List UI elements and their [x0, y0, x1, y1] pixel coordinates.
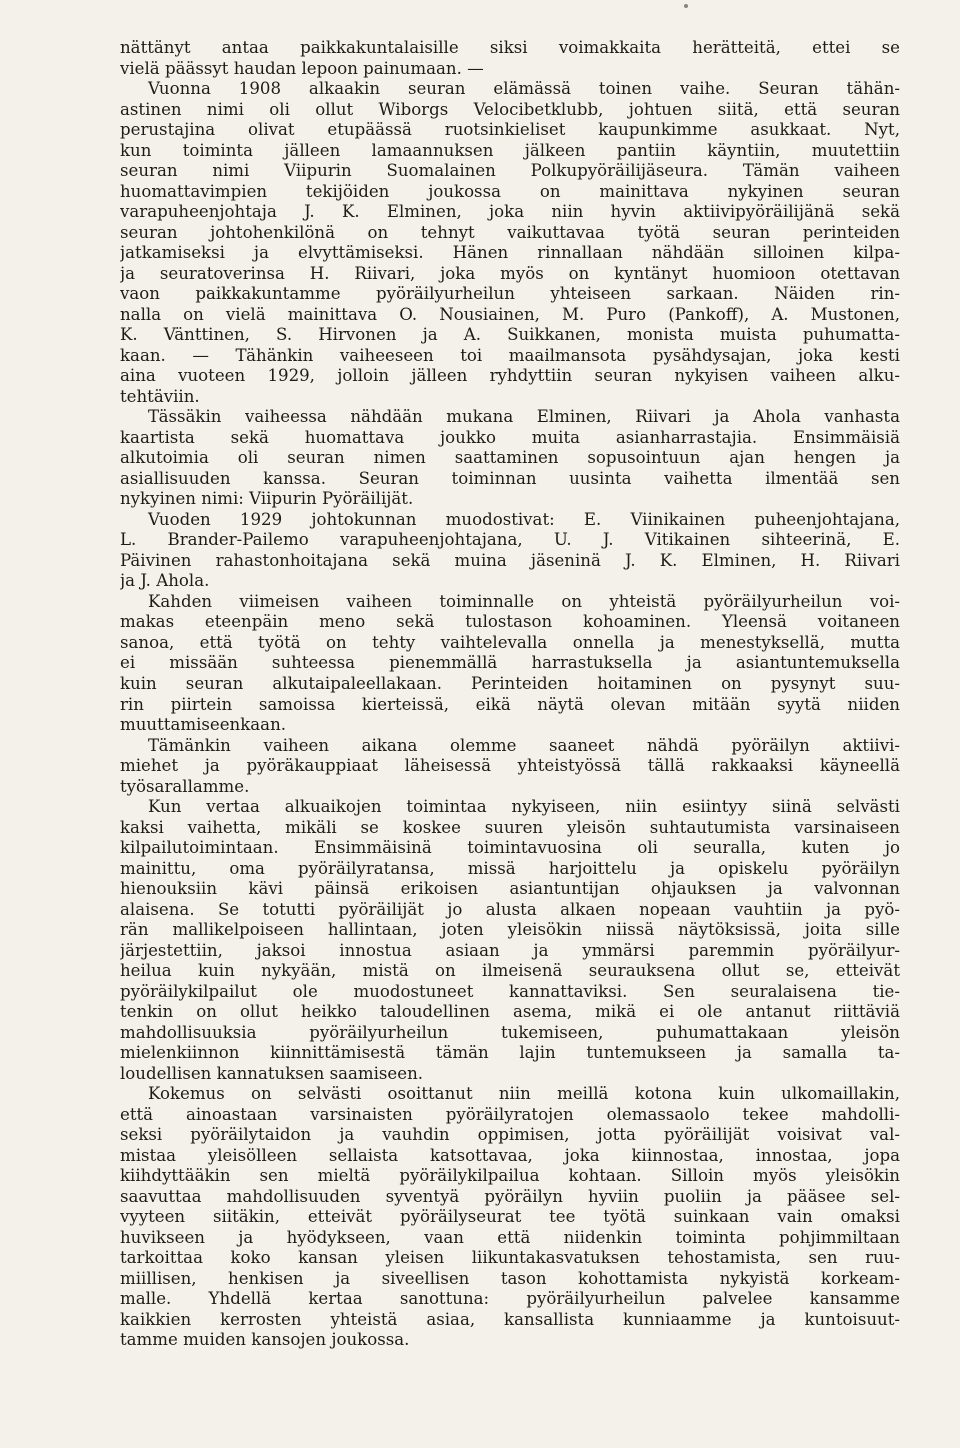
text-line: Kun vertaa alkuaikojen toimintaa nykyiseen, niin esiintyy siinä selvästi — [148, 797, 900, 817]
text-line: huvikseen ja hyödykseen, vaan että niidenkin toiminta pohjimmiltaan — [120, 1227, 900, 1247]
text-line: sanoa, että työtä on tehty vaihtelevalla onnella ja menestyksellä, mutta — [120, 632, 900, 652]
text-line: asiallisuuden kanssa. Seuran toiminnan uusinta vaihetta ilmentää sen — [120, 468, 900, 488]
text-line: vaon paikkakuntamme pyöräilyurheilun yhteiseen sarkaan. Näiden rin- — [120, 284, 900, 304]
text-line: tenkin on ollut heikko taloudellinen asema, mikä ei ole antanut riittäviä — [120, 1002, 900, 1022]
text-line: työsarallamme. — [120, 776, 250, 796]
text-line: rin piirtein samoissa kierteissä, eikä näytä olevan mitään syytä niiden — [120, 694, 900, 714]
text-line: järjestettiin, jaksoi innostua asiaan ja ymmärsi paremmin pyöräilyur- — [120, 940, 900, 960]
text-line: K. Vänttinen, S. Hirvonen ja A. Suikkanen, monista muista puhumatta- — [120, 325, 900, 345]
text-line: kilpailutoimintaan. Ensimmäisinä toimintavuosina oli seuralla, kuten jo — [120, 838, 900, 858]
text-line: että ainoastaan varsinaisten pyöräilyratojen olemassaolo tekee mahdolli- — [120, 1104, 900, 1124]
text-line: kuin seuran alkutaipaleellakaan. Perinteiden hoitaminen on pysynyt suu- — [120, 673, 900, 693]
text-line: kaan. — Tähänkin vaiheeseen toi maailmansota pysähdysajan, joka kesti — [120, 345, 900, 365]
text-line: huomattavimpien tekijöiden joukossa on mainittava nykyinen seuran — [120, 181, 900, 201]
text-line: miehet ja pyöräkauppiaat läheisessä yhteistyössä tällä rakkaaksi käyneellä — [120, 756, 900, 776]
text-line: pyöräilykilpailut ole muodostuneet kannattaviksi. Sen seuralaisena tie- — [120, 981, 900, 1001]
text-line: alkutoimia oli seuran nimen saattaminen sopusointuun ajan hengen ja — [120, 448, 900, 468]
text-line: Vuoden 1929 johtokunnan muodostivat: E. Viinikainen puheenjohtajana, — [148, 509, 900, 529]
text-line: mielenkiinnon kiinnittämisestä tämän lajin tuntemukseen ja samalla ta- — [120, 1043, 900, 1063]
text-line: seksi pyöräilytaidon ja vauhdin oppimisen, jotta pyöräilijät voisivat val- — [120, 1125, 900, 1145]
text-line: seuran nimi Viipurin Suomalainen Polkupyöräilijäseura. Tämän vaiheen — [120, 161, 900, 181]
text-line: vyyteen siitäkin, etteivät pyöräilyseurat tee työtä suinkaan vain omaksi — [120, 1207, 900, 1227]
text-line: heilua kuin nykyään, mistä on ilmeisenä seurauksena ollut se, etteivät — [120, 961, 900, 981]
text-line: varapuheenjohtaja J. K. Elminen, joka niin hyvin aktiivipyöräilijänä sekä — [120, 202, 900, 222]
text-line: ei missään suhteessa pienemmällä harrastuksella ja asiantuntemuksella — [120, 653, 900, 673]
text-line: Tämänkin vaiheen aikana olemme saaneet nähdä pyöräilyn aktiivi- — [148, 735, 900, 755]
text-line: muuttamiseenkaan. — [120, 715, 287, 735]
text-line: kaartista sekä huomattava joukko muita asianharrastajia. Ensimmäisiä — [120, 427, 900, 447]
text-line: mahdollisuuksia pyöräilyurheilun tukemiseen, puhumattakaan yleisön — [120, 1022, 900, 1042]
text-line: kaksi vaihetta, mikäli se koskee suuren yleisön suhtautumista varsinaiseen — [120, 817, 900, 837]
text-line: perustajina olivat etupäässä ruotsinkieliset kaupunkimme asukkaat. Nyt, — [120, 120, 900, 140]
text-line: saavuttaa mahdollisuuden syventyä pyöräilyn hyviin puoliin ja pääsee sel- — [120, 1186, 900, 1206]
text-line: ja seuratoverinsa H. Riivari, joka myös on kyntänyt huomioon otettavan — [120, 263, 900, 283]
text-line: kiihdyttääkin sen mieltä pyöräilykilpailua kohtaan. Silloin myös yleisökin — [120, 1166, 900, 1186]
text-line: mistaa yleisölleen sellaista katsottavaa, joka kiinnostaa, innostaa, jopa — [120, 1145, 900, 1165]
text-line: nykyinen nimi: Viipurin Pyöräilijät. — [120, 489, 414, 509]
text-line: tehtäviin. — [120, 386, 200, 406]
text-line: Vuonna 1908 alkaakin seuran elämässä toinen vaihe. Seuran tähän- — [148, 79, 900, 99]
text-line: miillisen, henkisen ja siveellisen tason kohottamista nykyistä korkeam- — [120, 1268, 900, 1288]
text-line: rän mallikelpoiseen hallintaan, joten yleisökin niissä näytöksissä, joita sille — [120, 920, 900, 940]
text-line: L. Brander-Pailemo varapuheenjohtajana, U. J. Vitikainen sihteerinä, E. — [120, 530, 900, 550]
text-line: tarkoittaa koko kansan yleisen liikuntakasvatuksen tehostamista, sen ruu- — [120, 1248, 900, 1268]
text-line: astinen nimi oli ollut Wiborgs Velocibetklubb, johtuen siitä, että seuran — [120, 99, 900, 119]
print-speck — [684, 4, 688, 8]
text-line: aina vuoteen 1929, jolloin jälleen ryhdyttiin seuran nykyisen vaiheen alku- — [120, 366, 900, 386]
body-text — [120, 38, 900, 1351]
text-line: Kahden viimeisen vaiheen toiminnalle on yhteistä pyöräilyurheilun voi- — [148, 591, 900, 611]
text-line: seuran johtohenkilönä on tehnyt vaikuttavaa työtä seuran perinteiden — [120, 222, 900, 242]
text-line: malle. Yhdellä kertaa sanottuna: pyöräilyurheilun palvelee kansamme — [120, 1289, 900, 1309]
text-line: makas eteenpäin meno sekä tulostason kohoaminen. Yleensä voitaneen — [120, 612, 900, 632]
text-line: nättänyt antaa paikkakuntalaisille siksi voimakkaita herätteitä, ettei se — [120, 38, 900, 57]
text-line: loudellisen kannatuksen saamiseen. — [120, 1063, 424, 1083]
text-line: hienouksiin kävi päinsä erikoisen asiantuntijan ohjauksen ja valvonnan — [120, 879, 900, 899]
text-line: tamme muiden kansojen joukossa. — [120, 1330, 410, 1350]
text-line: vielä päässyt haudan lepoon painumaan. — — [120, 58, 484, 78]
text-line: nalla on vielä mainittava O. Nousiainen, M. Puro (Pankoff), A. Mustonen, — [120, 304, 900, 324]
text-line: jatkamiseksi ja elvyttämiseksi. Hänen rinnallaan nähdään silloinen kilpa- — [120, 243, 900, 263]
text-line: ja J. Ahola. — [120, 571, 210, 591]
text-line: Päivinen rahastonhoitajana sekä muina jäseninä J. K. Elminen, H. Riivari — [120, 550, 900, 570]
text-line: kaikkien kerrosten yhteistä asiaa, kansallista kunniaamme ja kuntoisuut- — [120, 1309, 900, 1329]
text-line: kun toiminta jälleen lamaannuksen jälkeen pantiin käyntiin, muutettiin — [120, 140, 900, 160]
text-line: Kokemus on selvästi osoittanut niin meillä kotona kuin ulkomaillakin, — [148, 1084, 900, 1104]
text-line: alaisena. Se totutti pyöräilijät jo alusta alkaen nopeaan vauhtiin ja pyö- — [120, 899, 900, 919]
text-line: mainittu, oma pyöräilyratansa, missä harjoittelu ja opiskelu pyöräilyn — [120, 858, 900, 878]
text-line: Tässäkin vaiheessa nähdään mukana Elminen, Riivari ja Ahola vanhasta — [148, 407, 900, 427]
